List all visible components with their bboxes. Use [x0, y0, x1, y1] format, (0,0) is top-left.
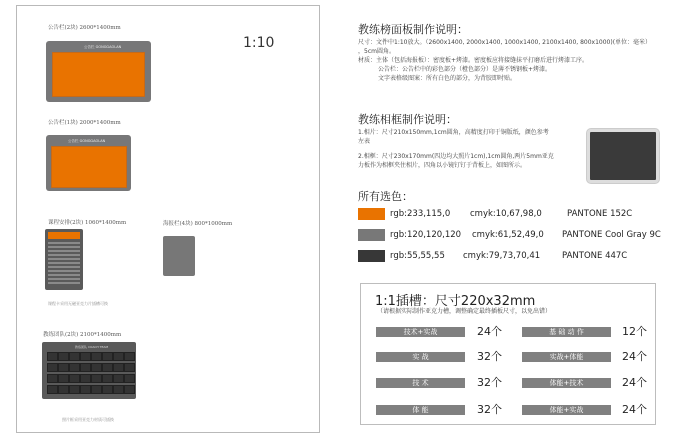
colors-title: 所有选色：: [358, 190, 413, 203]
swatch-gray: [358, 229, 385, 241]
color2-rgb: rgb:120,120,120: [390, 230, 462, 240]
photo-slot: [58, 385, 69, 394]
slot-label: 体 能: [376, 405, 465, 415]
photo-slot: [47, 385, 58, 394]
poster-caption: 海报栏(4块) 800*1000mm: [163, 221, 233, 227]
slot-label: 体能+技术: [522, 378, 611, 388]
schedule-row: [48, 278, 80, 280]
photo-slot: [102, 363, 113, 372]
s1-line-2: ，5cm圆角。: [358, 48, 395, 55]
photo-slot: [80, 374, 91, 383]
photo-slot: [102, 385, 113, 394]
photo-frame-sample: [587, 129, 659, 183]
board2-orange-panel: [51, 146, 127, 188]
board2-mini-title: 公告栏 GONGGAOLAN: [68, 139, 106, 143]
team-mini-title: 教练团队 COACH TEAM: [75, 345, 109, 349]
notice-board-medium: [46, 135, 131, 191]
photo-slot: [102, 352, 113, 361]
photo-slot: [113, 374, 124, 383]
swatch-dark: [358, 250, 385, 262]
photo-slot: [69, 352, 80, 361]
slot-count: 24个: [622, 350, 647, 363]
photo-slot: [91, 374, 102, 383]
slot-count: 32个: [477, 403, 502, 416]
slot-count: 32个: [477, 376, 502, 389]
photo-slot: [124, 374, 135, 383]
section1-title: 教练榜面板制作说明：: [358, 23, 468, 36]
slot-subtitle: （请根据实际制作亚克力槽，调整确定最终插板尺寸，以免出错）: [377, 308, 552, 315]
schedule-row: [48, 270, 80, 272]
schedule-row: [48, 242, 80, 244]
board1-caption: 公告栏(2块) 2600*1400mm: [48, 25, 121, 31]
photo-slot: [91, 385, 102, 394]
schedule-row: [48, 274, 80, 276]
schedule-row: [48, 246, 80, 248]
photo-slot: [69, 374, 80, 383]
poster-board: [163, 236, 195, 276]
photo-slot: [47, 374, 58, 383]
schedule-row: [48, 258, 80, 260]
s2-line-3: 2.相框：尺寸230x170mm(四边均大照片1cm),1cm圆角,两片5mm亚克: [358, 153, 554, 160]
slot-count: 12个: [622, 325, 647, 338]
slot-label: 技术+实战: [376, 327, 465, 337]
s2-line-1: 1.相片：尺寸210x150mm,1cm圆角，高精度打印于铜版纸，颜色参考: [358, 129, 549, 136]
s2-line-4: 力板作为相框夹住相片，四角以小镜钉钉于背板上，如图所示。: [358, 162, 527, 169]
schedule-row: [48, 282, 80, 284]
section2-title: 教练相框制作说明：: [358, 113, 457, 126]
photo-slot: [69, 385, 80, 394]
s1-line-4: 公告栏：公告栏中的彩色部分（橙色部分）是薄不锈钢板+烤漆。: [378, 66, 552, 73]
schedule-caption: 课程安排(2块) 1060*1400mm: [48, 220, 127, 226]
photo-slot: [80, 352, 91, 361]
schedule-row: [48, 262, 80, 264]
photo-slot: [58, 374, 69, 383]
photo-slot: [113, 352, 124, 361]
slot-label: 体能+实战: [522, 405, 611, 415]
photo-slot: [91, 352, 102, 361]
photo-slot: [124, 352, 135, 361]
schedule-note: 课程卡采用无磁亚克力片插槽可换: [48, 301, 108, 306]
board1-orange-panel: [52, 52, 145, 97]
photo-slot: [47, 352, 58, 361]
color2-cmyk: cmyk:61,52,49,0: [472, 230, 544, 240]
photo-slot: [58, 352, 69, 361]
slot-label: 实 战: [376, 352, 465, 362]
s1-line-1: 尺寸：文件中1:10放大。（2600x1400, 2000x1400, 1000x1400, 2100x1400, 800x1000)(单位：毫米）: [358, 39, 652, 46]
slot-label: 实战+体能: [522, 352, 611, 362]
color1-cmyk: cmyk:10,67,98,0: [470, 209, 542, 219]
team-note: 照片框采用亚克力材质可插换: [62, 417, 114, 422]
photo-slot: [80, 363, 91, 372]
team-board: [42, 342, 136, 399]
s2-line-2: 左表: [358, 138, 371, 145]
color3-pantone: PANTONE 447C: [562, 251, 628, 261]
color1-pantone: PANTONE 152C: [567, 209, 633, 219]
photo-slot: [124, 363, 135, 372]
slot-count: 32个: [477, 350, 502, 363]
schedule-header: [48, 232, 80, 239]
board1-mini-title: 公告栏 GONGGAOLAN: [84, 45, 122, 49]
schedule-row: [48, 254, 80, 256]
photo-slot: [47, 363, 58, 372]
slot-count: 24个: [622, 403, 647, 416]
slot-count: 24个: [622, 376, 647, 389]
color3-rgb: rgb:55,55,55: [390, 251, 445, 261]
schedule-row: [48, 250, 80, 252]
color3-cmyk: cmyk:79,73,70,41: [463, 251, 541, 261]
photo-slot: [113, 385, 124, 394]
photo-slot: [91, 363, 102, 372]
photo-slot: [124, 385, 135, 394]
s1-line-5: 文字表格级图案：所有白色的部分，为背胶即时贴。: [378, 75, 517, 82]
team-caption: 教练团队(2块) 2100*1400mm: [43, 332, 122, 338]
board2-caption: 公告栏(1块) 2000*1400mm: [48, 120, 121, 126]
s1-line-3: 材质：主体（包括海报板）：密度板+烤漆。密度板应将接缝抹平打磨后进行烤漆工序。: [358, 57, 589, 64]
color2-pantone: PANTONE Cool Gray 9C: [562, 230, 661, 240]
scale-ratio: 1:10: [243, 35, 275, 51]
slot-count: 24个: [477, 325, 502, 338]
photo-slot: [113, 363, 124, 372]
slot-label: 技 术: [376, 378, 465, 388]
notice-board-large: [46, 41, 151, 102]
swatch-orange: [358, 208, 385, 220]
photo-slot: [69, 363, 80, 372]
photo-slot: [102, 374, 113, 383]
photo-slot: [80, 385, 91, 394]
schedule-board: [45, 229, 83, 290]
color1-rgb: rgb:233,115,0: [390, 209, 451, 219]
photo-slot: [58, 363, 69, 372]
schedule-row: [48, 266, 80, 268]
slot-label: 基 础 动 作: [522, 327, 611, 337]
slot-title: 1:1插槽：尺寸220x32mm: [375, 294, 536, 309]
